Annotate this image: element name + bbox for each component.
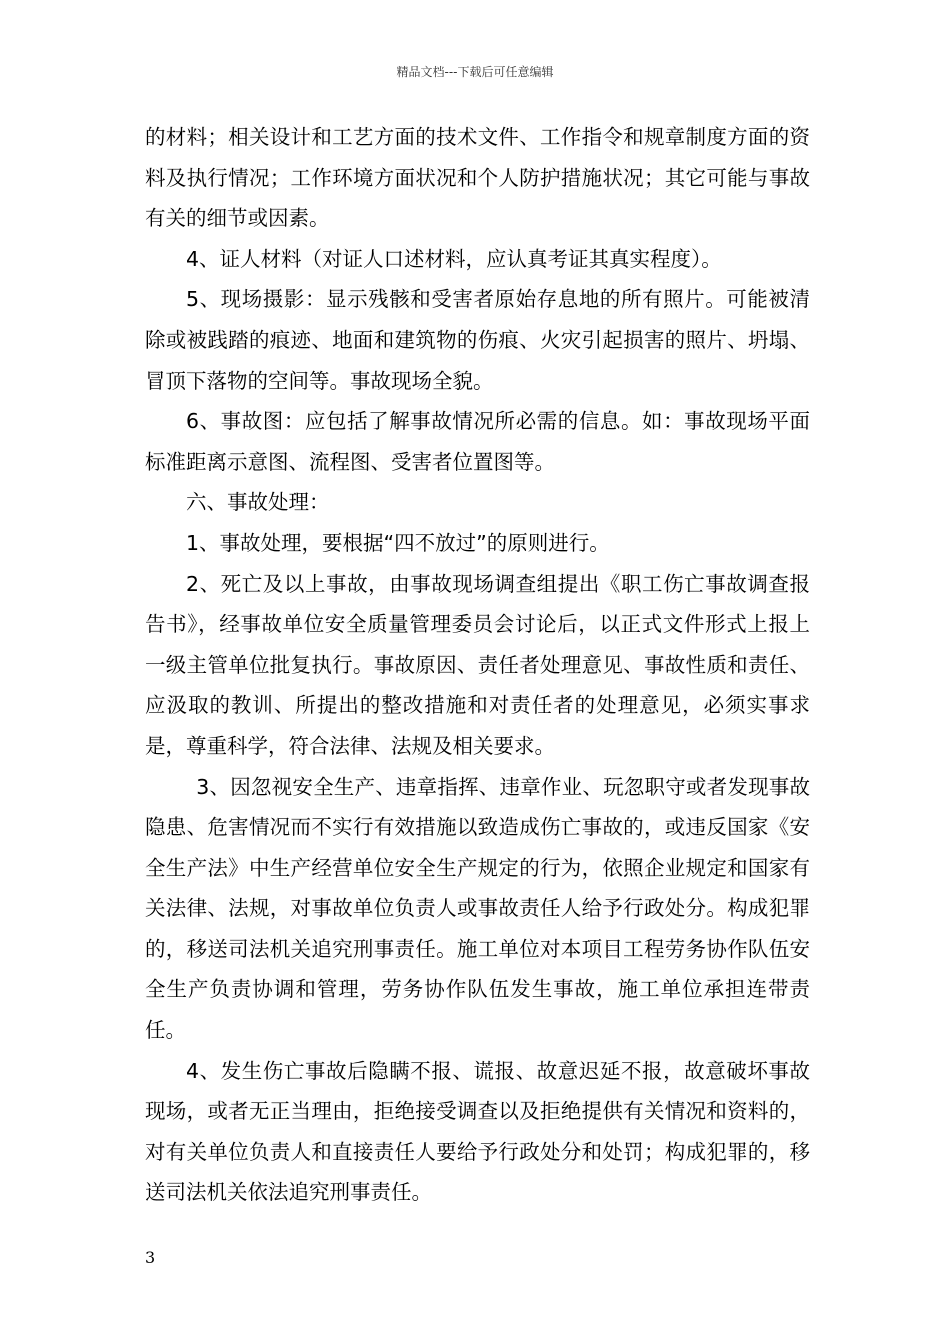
paragraph-accident-diagram: 6、事故图：应包括了解事故情况所必需的信息。如：事故现场平面标准距离示意图、流程图、受害者位置图等。 — [145, 409, 810, 474]
paragraph-fatal-accident-report: 2、死亡及以上事故，由事故现场调查组提出《职工伤亡事故调查报告书》，经事故单位安全质量管理委员会讨论后，以正式文件形式上报上一级主管单位批复执行。事故原因、责任者处理意见、事故性质和责任、应汲取的教训、所提出的整改措施和对责任者的处理意见，必须实事求是，尊重科学，符合法律、法规及相关要求。 — [145, 571, 810, 758]
section-heading-accident-handling: 六、事故处理： — [186, 490, 330, 515]
page-header: 精品文档---下载后可任意编辑 — [396, 65, 554, 79]
page-number: 3 — [145, 1248, 156, 1267]
paragraph-handling-principle: 1、事故处理，要根据“四不放过”的原则进行。 — [186, 530, 610, 555]
paragraph-continuation: 的材料；相关设计和工艺方面的技术文件、工作指令和规章制度方面的资料及执行情况；工作环境方面状况和个人防护措施状况；其它可能与事故有关的细节或因素。 — [145, 125, 810, 231]
paragraph-site-photography: 5、现场摄影：显示残骸和受害者原始存息地的所有照片。可能被清除或被践踏的痕迹、地面和建筑物的伤痕、火灾引起损害的照片、坍塌、冒顶下落物的空间等。事故现场全貌。 — [145, 287, 810, 393]
paragraph-witness-materials: 4、证人材料（对证人口述材料，应认真考证其真实程度）。 — [186, 246, 722, 271]
paragraph-concealment-penalty: 4、发生伤亡事故后隐瞒不报、谎报、故意迟延不报，故意破坏事故现场，或者无正当理由，拒绝接受调查以及拒绝提供有关情况和资料的，对有关单位负责人和直接责任人要给予行政处分和处罚；构成犯罪的，移送司法机关依法追究刑事责任。 — [145, 1058, 810, 1205]
document-body — [145, 117, 810, 1213]
paragraph-negligence-liability: 3、因忽视安全生产、违章指挥、违章作业、玩忽职守或者发现事故隐患、危害情况而不实行有效措施以致造成伤亡事故的，或违反国家《安全生产法》中生产经营单位安全生产规定的行为，依照企业规定和国家有关法律、法规，对事故单位负责人或事故责任人给予行政处分。构成犯罪的，移送司法机关追究刑事责任。施工单位对本项目工程劳务协作队伍安全生产负责协调和管理，劳务协作队伍发生事故，施工单位承担连带责任。 — [145, 774, 810, 1043]
